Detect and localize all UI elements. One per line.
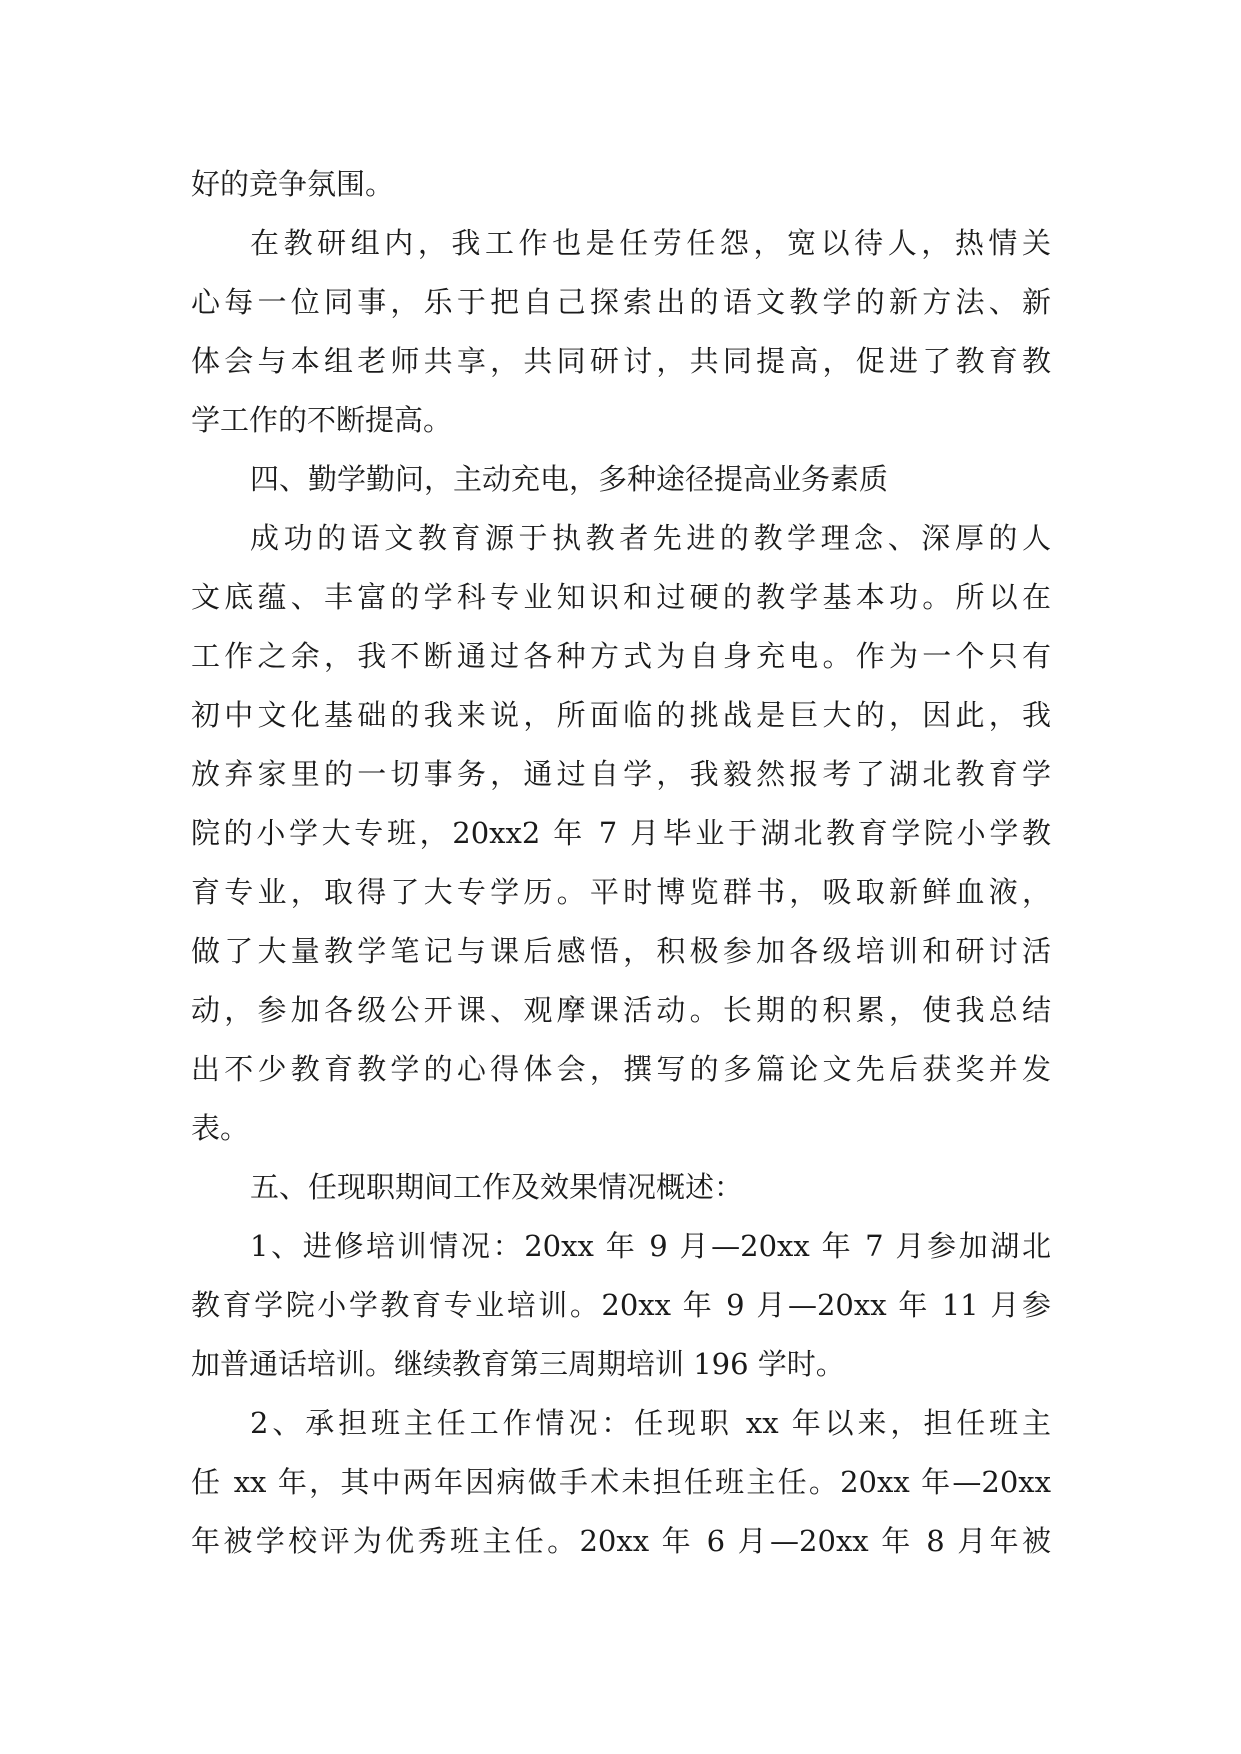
text-line: 出不少教育教学的心得体会，撰写的多篇论文先后获奖并发 [191,1052,1051,1086]
text-line: 动，参加各级公开课、观摩课活动。长期的积累，使我总结 [191,993,1051,1027]
text-line: 表。 [191,1111,250,1145]
text-line: 2、承担班主任工作情况：任现职 xx 年以来，担任班主 [250,1406,1051,1440]
text-line: 任 xx 年，其中两年因病做手术未担任班主任。20xx 年—20xx [191,1465,1051,1499]
text-line: 育专业，取得了大专学历。平时博览群书，吸取新鲜血液， [191,875,1051,909]
text-line: 工作之余，我不断通过各种方式为自身充电。作为一个只有 [191,639,1051,673]
text-line: 体会与本组老师共享，共同研讨，共同提高，促进了教育教 [191,344,1051,378]
text-line: 做了大量教学笔记与课后感悟，积极参加各级培训和研讨活 [191,934,1051,968]
text-line: 心每一位同事，乐于把自己探索出的语文教学的新方法、新 [191,285,1051,319]
text-line: 年被学校评为优秀班主任。20xx 年 6 月—20xx 年 8 月年被 [191,1524,1051,1558]
text-line: 院的小学大专班，20xx2 年 7 月毕业于湖北教育学院小学教 [191,816,1051,850]
text-line: 初中文化基础的我来说，所面临的挑战是巨大的，因此，我 [191,698,1051,732]
text-line: 1、进修培训情况：20xx 年 9 月—20xx 年 7 月参加湖北 [250,1229,1051,1263]
section-heading: 四、勤学勤问，主动充电，多种途径提高业务素质 [250,462,889,496]
text-line: 教育学院小学教育专业培训。20xx 年 9 月—20xx 年 11 月参 [191,1288,1051,1322]
section-heading: 五、任现职期间工作及效果情况概述： [250,1170,744,1204]
text-line: 在教研组内，我工作也是任劳任怨，宽以待人，热情关 [250,226,1051,260]
text-line: 加普通话培训。继续教育第三周期培训 196 学时。 [191,1347,845,1381]
text-line: 学工作的不断提高。 [191,403,453,437]
text-line: 好的竞争氛围。 [191,167,395,201]
text-line: 成功的语文教育源于执教者先进的教学理念、深厚的人 [250,521,1051,555]
text-line: 放弃家里的一切事务，通过自学，我毅然报考了湖北教育学 [191,757,1051,791]
text-line: 文底蕴、丰富的学科专业知识和过硬的教学基本功。所以在 [191,580,1051,614]
